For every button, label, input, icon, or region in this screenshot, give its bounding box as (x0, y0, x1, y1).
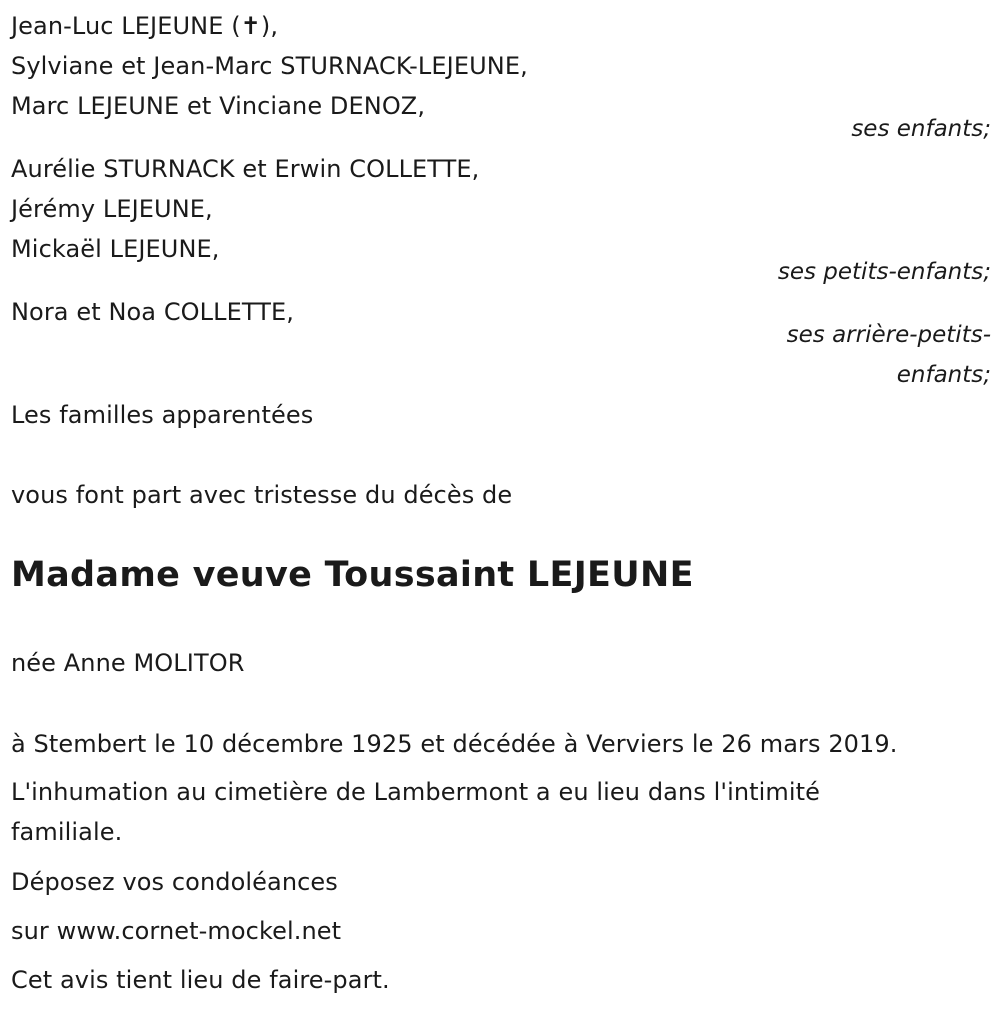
grandchild-name: Jérémy LEJEUNE, (11, 195, 213, 223)
condolences-website: sur www.cornet-mockel.net (11, 917, 342, 945)
burial-text-line2: familiale. (11, 818, 123, 846)
burial-text-line1: L'inhumation au cimetière de Lambermont a eu lieu dans l'intimité (11, 778, 821, 806)
birth-name: née Anne MOLITOR (11, 649, 245, 677)
closing-text: Cet avis tient lieu de faire-part. (11, 966, 390, 994)
great-grandchildren-role-line1: ses arrière-petits- (786, 322, 991, 348)
child-name: Jean-Luc LEJEUNE (✝), (11, 12, 279, 40)
related-families: Les familles apparentées (11, 401, 314, 429)
children-role: ses enfants; (851, 116, 991, 142)
grandchildren-role: ses petits-enfants; (777, 259, 991, 285)
child-name: Sylviane et Jean-Marc STURNACK-LEJEUNE, (11, 52, 528, 80)
announcement-text: vous font part avec tristesse du décès de (11, 481, 513, 509)
great-grandchildren-role-line2: enfants; (896, 362, 991, 388)
birth-death-dates: à Stembert le 10 décembre 1925 et décédée à Verviers le 26 mars 2019. (11, 730, 898, 758)
grandchild-name: Mickaël LEJEUNE, (11, 235, 220, 263)
child-name: Marc LEJEUNE et Vinciane DENOZ, (11, 92, 426, 120)
great-grandchild-name: Nora et Noa COLLETTE, (11, 298, 294, 326)
obituary-notice (11, 0, 991, 1015)
deceased-name: Madame veuve Toussaint LEJEUNE (11, 555, 694, 595)
grandchild-name: Aurélie STURNACK et Erwin COLLETTE, (11, 155, 480, 183)
condolences-text: Déposez vos condoléances (11, 868, 338, 896)
